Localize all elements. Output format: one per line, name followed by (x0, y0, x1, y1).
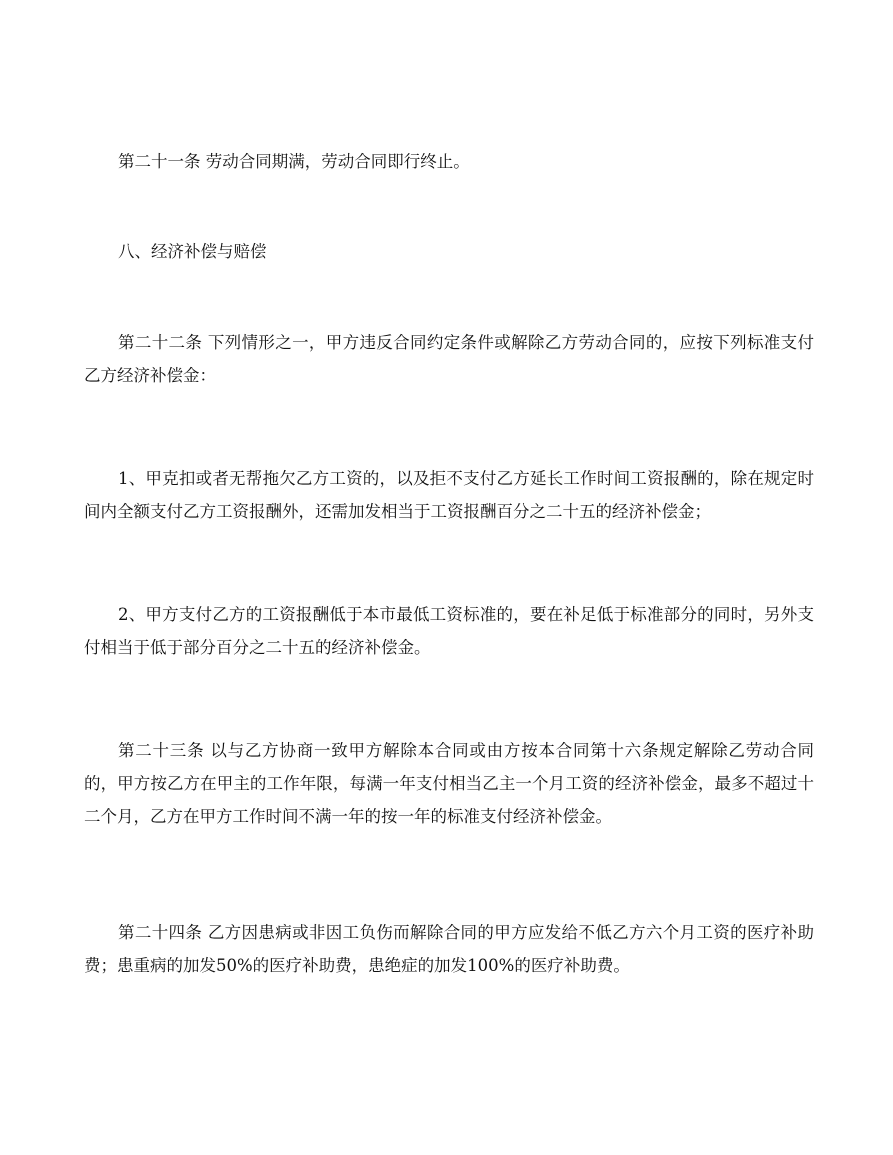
section-8-heading: 八、经济补偿与赔偿 (118, 242, 267, 261)
article-24-paragraph: 第二十四条 乙方因患病或非因工负伤而解除合同的甲方应发给不低乙方六个月工资的医疗补助费；患重病的加发50%的医疗补助费，患绝症的加发100%的医疗补助费。 (84, 923, 814, 975)
article-22-paragraph: 第二十二条 下列情形之一，甲方违反合同约定条件或解除乙方劳动合同的，应按下列标准支付乙方经济补偿金： (84, 333, 814, 385)
article-22-item-1: 1、甲克扣或者无帮拖欠乙方工资的，以及拒不支付乙方延长工作时间工资报酬的，除在规定时间内全额支付乙方工资报酬外，还需加发相当于工资报酬百分之二十五的经济补偿金； (84, 469, 814, 521)
article-23-paragraph: 第二十三条 以与乙方协商一致甲方解除本合同或由方按本合同第十六条规定解除乙劳动合同的，甲方按乙方在甲主的工作年限，每满一年支付相当乙主一个月工资的经济补偿金，最多不超过十二个月，乙方在甲方工作时间不满一年的按一年的标准支付经济补偿金。 (84, 741, 814, 826)
article-21-paragraph: 第二十一条 劳动合同期满，劳动合同即行终止。 (118, 152, 470, 171)
article-22-item-2: 2、甲方支付乙方的工资报酬低于本市最低工资标准的，要在补足低于标准部分的同时，另外支付相当于低于部分百分之二十五的经济补偿金。 (84, 605, 814, 657)
